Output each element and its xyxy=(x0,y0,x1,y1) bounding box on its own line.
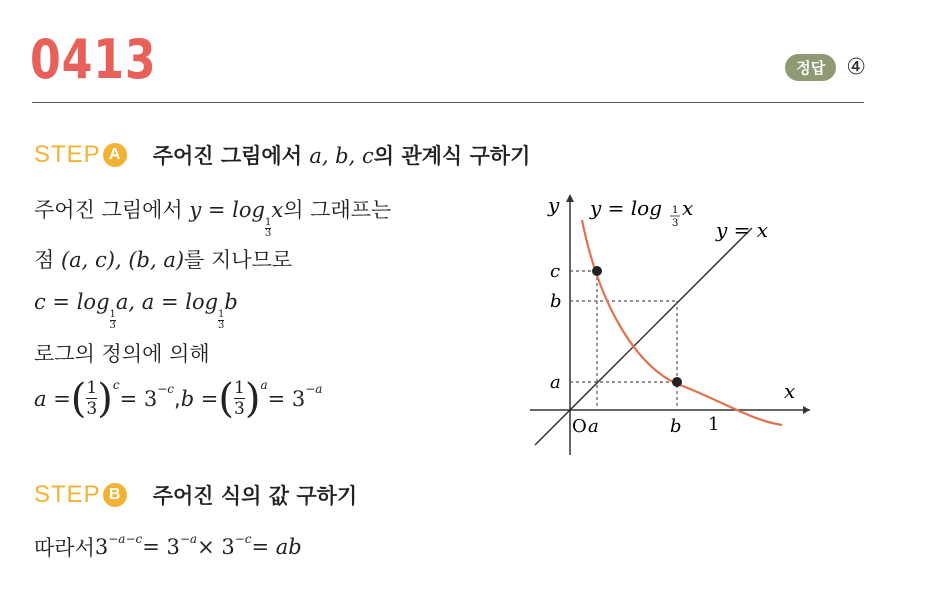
line3-c: c = log xyxy=(34,290,110,314)
line1-base-num: 1 xyxy=(264,217,272,228)
line5-exp3: a xyxy=(260,378,268,392)
step-a-badge: A xyxy=(103,143,127,167)
tick-a-y: a xyxy=(550,372,561,393)
step-b-exp1: −a−c xyxy=(108,532,143,546)
step-a-line-5: a = ( 1 3 ) $^c$ = 3 $^{-c}$ , b = ( 1 3 ) $^a$ = 3 $^{-a}$ xyxy=(34,375,323,422)
line2-text-b: 를 지나므로 xyxy=(184,248,293,272)
step-a-title-prefix: 주어진 그림에서 xyxy=(152,144,310,168)
step-b-badge: B xyxy=(103,483,127,507)
step-b-heading xyxy=(34,480,357,510)
step-a-title-vars: a, b, c xyxy=(309,144,374,168)
line1-base-den: 3 xyxy=(264,228,272,239)
line1-text-b: 의 그래프는 xyxy=(283,198,392,222)
curve-arg: x xyxy=(682,196,694,220)
line5-mid2: = 3 xyxy=(267,386,306,411)
step-a-line-3: c = log $\frac{1}{3}$ a, a = log $\frac{1}{3}$ b xyxy=(34,290,238,331)
answer-label: 정답 xyxy=(785,54,836,81)
tick-a: a xyxy=(588,416,599,437)
step-a-heading xyxy=(34,140,530,170)
line2-text-a: 점 xyxy=(34,248,61,272)
answer-value: ④ xyxy=(846,55,866,80)
curve-base-den: 3 xyxy=(672,218,679,229)
line-label: y = x xyxy=(716,218,769,242)
log-graph xyxy=(520,180,820,470)
step-b-title: 주어진 식의 값 구하기 xyxy=(152,484,358,508)
line5-exp1: c xyxy=(112,378,120,392)
line5-b-eq: b = xyxy=(180,386,219,411)
line3-arg2: b xyxy=(224,290,238,314)
x-axis-label: x xyxy=(784,379,796,403)
tick-b: b xyxy=(670,416,682,437)
line5-comma: , xyxy=(174,386,181,411)
guide-lines xyxy=(570,271,677,410)
y-axis-label: y xyxy=(548,193,560,217)
point-b-a xyxy=(672,377,682,387)
step-a-title-suffix: 의 관계식 구하기 xyxy=(373,144,531,168)
step-b-exp3: −c xyxy=(234,532,252,546)
answer-box xyxy=(785,54,866,81)
line5-mid1: = 3 xyxy=(119,386,158,411)
line3-a: , a = log xyxy=(128,290,219,314)
line1-math: y = log xyxy=(189,198,265,222)
curve-label: y = log xyxy=(590,196,663,220)
header-divider xyxy=(32,102,864,103)
line5-a-eq: a = xyxy=(34,386,71,411)
curve-base-num: 1 xyxy=(672,205,679,216)
tick-b-y: b xyxy=(550,291,562,312)
identity-line xyxy=(535,228,752,445)
line5-exp4: −a xyxy=(305,382,323,396)
step-a-line-4: 로그의 정의에 의해 xyxy=(34,342,210,366)
step-b-text: 따라서 xyxy=(34,536,95,560)
step-b-base1: 3 xyxy=(94,535,109,559)
step-a-title xyxy=(153,140,531,170)
step-b-exp2: −a xyxy=(179,532,198,546)
step-a-line-2 xyxy=(34,244,292,274)
line3-arg1: a xyxy=(115,290,129,314)
line1-text-a: 주어진 그림에서 xyxy=(34,198,190,222)
step-b-word: STEP xyxy=(34,481,101,508)
point-a-c xyxy=(592,266,602,276)
step-b-times: × 3 xyxy=(197,535,235,559)
problem-number: 0413 xyxy=(30,28,157,91)
step-a-line-1 xyxy=(34,194,391,239)
origin-label: O xyxy=(572,416,587,437)
line1-arg: x xyxy=(271,198,284,222)
tick-c-y: c xyxy=(550,261,561,282)
log-curve xyxy=(582,220,782,425)
line2-math: (a, c), (b, a) xyxy=(60,248,185,272)
step-a-word: STEP xyxy=(34,141,101,168)
tick-1: 1 xyxy=(708,414,720,435)
line5-exp2: −c xyxy=(157,382,174,396)
step-b-end: = ab xyxy=(251,535,302,559)
step-b-line xyxy=(34,532,302,562)
step-b-eq1: = 3 xyxy=(142,535,180,559)
